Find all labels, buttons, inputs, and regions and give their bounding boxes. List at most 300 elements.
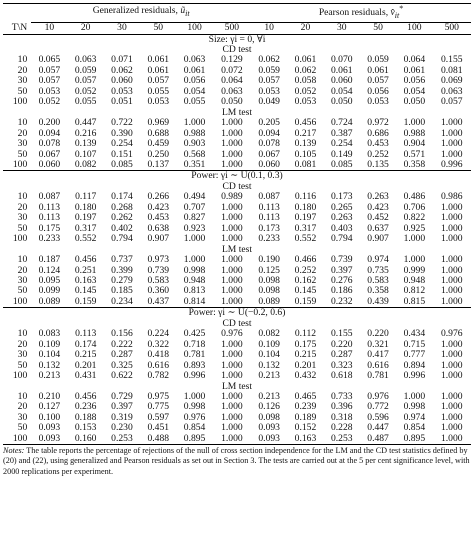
table-cell: 0.827 — [183, 212, 206, 224]
table-cell: 0.175 — [294, 338, 317, 350]
table-cell: 0.105 — [294, 148, 317, 160]
table-cell: 1.000 — [440, 233, 463, 245]
table-cell: 0.616 — [147, 359, 170, 371]
table-cell: 0.057 — [367, 75, 389, 87]
table-cell: 0.112 — [294, 328, 317, 340]
table-cell: 1.000 — [221, 338, 243, 350]
table-cell: 0.052 — [74, 85, 97, 97]
group-header-row — [3, 4, 471, 23]
table-cell: 0.998 — [403, 401, 426, 413]
table-cell: 0.733 — [330, 390, 353, 402]
table-cell: 1.000 — [440, 370, 463, 382]
table-cell: 0.583 — [147, 274, 170, 286]
notes-text: The table reports the percentage of rejections of the null of cross section independence for the LM and the CD test statistics defined by (20) and (22), using generalized and Pearson residuals as set out in Section 3. The tests are carried out at the 5 per cent significance level, with 2000 replications per experiment. — [3, 446, 470, 476]
table-cell: 0.230 — [111, 422, 133, 434]
column-header-2: 30 — [104, 22, 140, 34]
table-cell: 0.094 — [258, 127, 280, 139]
table-cell: 0.975 — [147, 390, 170, 402]
table-cell: 0.217 — [294, 127, 317, 139]
table-cell: 0.397 — [330, 264, 353, 276]
test-label: CD test — [222, 317, 252, 329]
row-label-t: 10 — [17, 117, 28, 129]
table-cell: 1.000 — [221, 359, 243, 371]
column-header-11: 500 — [433, 22, 471, 34]
table-cell: 1.000 — [403, 233, 426, 245]
table-cell: 0.325 — [111, 359, 133, 371]
row-label-t: 50 — [17, 285, 28, 297]
table-cell: 0.082 — [74, 158, 97, 170]
table-cell: 0.552 — [74, 233, 97, 245]
table-cell: 0.925 — [403, 222, 426, 234]
table-cell: 0.057 — [147, 75, 170, 87]
table-cell: 0.113 — [75, 328, 97, 340]
table-cell: 0.173 — [330, 191, 353, 203]
table-cell: 0.163 — [294, 432, 317, 444]
table-cell: 0.050 — [403, 96, 426, 108]
table-cell: 0.998 — [183, 401, 206, 413]
table-cell: 1.000 — [221, 148, 243, 160]
table-cell: 0.552 — [294, 233, 317, 245]
table-cell: 0.263 — [367, 191, 389, 203]
row-label-t: 20 — [17, 338, 28, 350]
table-cell: 0.729 — [111, 390, 133, 402]
table-cell: 0.061 — [147, 64, 170, 76]
table-cell: 0.453 — [147, 212, 170, 224]
table-cell: 0.988 — [183, 127, 206, 139]
table-cell: 0.724 — [330, 117, 353, 129]
table-cell: 0.156 — [111, 328, 133, 340]
table-cell: 0.722 — [111, 117, 133, 129]
table-cell: 0.063 — [183, 54, 206, 66]
table-row — [3, 371, 471, 381]
table-cell: 1.000 — [221, 401, 243, 413]
pearson-subscript: it — [394, 11, 400, 21]
table-cell: 0.459 — [147, 138, 170, 150]
table-cell: 0.893 — [183, 359, 206, 371]
table-cell: 0.895 — [403, 432, 426, 444]
table-cell: 0.113 — [38, 212, 60, 224]
row-label-t: 10 — [17, 191, 28, 203]
row-label-t: 100 — [12, 295, 28, 307]
table-cell: 0.319 — [111, 411, 133, 423]
row-label-t: 30 — [17, 349, 28, 361]
column-header-9: 50 — [360, 22, 396, 34]
table-cell: 0.139 — [74, 138, 97, 150]
section-title: Size: γi = 0, ∀i — [3, 34, 471, 45]
table-cell: 0.252 — [367, 148, 389, 160]
table-cell: 0.159 — [294, 295, 317, 307]
row-label-t: 100 — [12, 432, 28, 444]
table-cell: 0.456 — [74, 390, 97, 402]
table-cell: 0.057 — [38, 64, 61, 76]
table-cell: 0.234 — [111, 295, 133, 307]
pearson-label: Pearson residuals, — [318, 7, 391, 19]
row-label-t: 30 — [17, 138, 28, 150]
table-cell: 0.815 — [403, 295, 426, 307]
table-cell: 1.000 — [221, 158, 243, 170]
row-label-t: 20 — [17, 401, 28, 413]
table-cell: 0.058 — [294, 75, 317, 87]
test-label: CD test — [222, 44, 252, 55]
table-notes — [3, 444, 471, 477]
table-cell: 0.974 — [367, 254, 389, 266]
table-cell: 0.399 — [111, 264, 133, 276]
table-cell: 1.000 — [221, 254, 243, 266]
table-cell: 0.252 — [294, 264, 317, 276]
table-cell: 0.104 — [258, 349, 280, 361]
table-cell: 0.323 — [330, 359, 353, 371]
table-cell: 0.616 — [367, 359, 389, 371]
table-cell: 0.794 — [330, 233, 353, 245]
table-cell: 0.706 — [403, 201, 426, 213]
table-cell: 0.201 — [74, 359, 97, 371]
table-cell: 0.085 — [111, 158, 133, 170]
row-label-t: 100 — [12, 96, 28, 108]
notes-label: Notes: — [3, 446, 25, 456]
corner-label: T\N — [3, 22, 31, 34]
table-cell: 0.465 — [294, 390, 317, 402]
table-cell: 0.425 — [183, 328, 206, 340]
table-cell: 0.055 — [183, 96, 206, 108]
table-cell: 0.571 — [403, 148, 426, 160]
row-label-t: 20 — [17, 264, 28, 276]
table-cell: 0.070 — [330, 54, 353, 66]
table-cell: 0.814 — [183, 295, 206, 307]
table-cell: 0.151 — [111, 148, 133, 160]
table-cell: 0.266 — [147, 191, 170, 203]
table-cell: 0.434 — [403, 328, 426, 340]
table-cell: 0.250 — [147, 148, 170, 160]
table-cell: 0.321 — [367, 338, 389, 350]
table-cell: 0.059 — [258, 64, 280, 76]
table-cell: 0.190 — [258, 254, 280, 266]
table-cell: 0.423 — [367, 201, 389, 213]
table-cell: 0.071 — [111, 54, 133, 66]
table-cell: 0.279 — [111, 274, 133, 286]
table-cell: 1.000 — [221, 274, 243, 286]
table-cell: 0.116 — [294, 191, 317, 203]
table-cell: 0.155 — [440, 54, 463, 66]
table-cell: 0.173 — [258, 222, 280, 234]
table-cell: 0.228 — [330, 422, 353, 434]
table-cell: 0.397 — [111, 401, 133, 413]
table-cell: 0.061 — [367, 64, 389, 76]
table-cell: 0.452 — [367, 212, 389, 224]
table-cell: 0.069 — [440, 75, 463, 87]
table-cell: 0.163 — [74, 274, 97, 286]
row-label-t: 30 — [17, 411, 28, 423]
table-cell: 0.622 — [111, 370, 133, 382]
table-cell: 0.999 — [403, 264, 426, 276]
table-cell: 1.000 — [221, 117, 243, 129]
table-cell: 0.189 — [294, 411, 317, 423]
table-cell: 1.000 — [440, 148, 463, 160]
column-header-8: 30 — [324, 22, 360, 34]
table-cell: 0.739 — [330, 254, 353, 266]
table-cell: 0.127 — [38, 401, 61, 413]
table-cell: 0.254 — [330, 138, 353, 150]
table-cell: 0.059 — [74, 64, 97, 76]
table-cell: 0.201 — [294, 359, 317, 371]
table-cell: 0.125 — [258, 264, 280, 276]
table-cell: 0.197 — [74, 212, 97, 224]
table-row — [3, 139, 471, 149]
table-cell: 1.000 — [221, 411, 243, 423]
table-cell: 0.061 — [147, 54, 170, 66]
column-header-4: 100 — [176, 22, 212, 34]
table-cell: 0.098 — [258, 411, 280, 423]
row-label-t: 50 — [17, 85, 28, 97]
table-cell: 0.063 — [74, 54, 97, 66]
table-row — [3, 255, 471, 265]
table-cell: 0.894 — [403, 359, 426, 371]
table-cell: 1.000 — [440, 295, 463, 307]
table-cell: 0.253 — [330, 432, 353, 444]
table-cell: 0.996 — [440, 158, 463, 170]
table-cell: 0.063 — [440, 85, 463, 97]
table-cell: 0.087 — [258, 191, 280, 203]
table-cell: 0.062 — [294, 64, 317, 76]
table-cell: 0.907 — [367, 233, 389, 245]
table-cell: 1.000 — [440, 222, 463, 234]
table-cell: 0.159 — [74, 295, 97, 307]
table-cell: 0.358 — [403, 158, 426, 170]
row-label-t: 20 — [17, 201, 28, 213]
table-cell: 0.998 — [183, 264, 206, 276]
table-cell: 0.056 — [183, 75, 206, 87]
table-cell: 0.104 — [38, 349, 61, 361]
table-cell: 0.057 — [74, 75, 97, 87]
table-cell: 0.239 — [294, 401, 317, 413]
table-cell: 0.494 — [183, 191, 206, 203]
table-cell: 0.054 — [183, 85, 206, 97]
table-cell: 0.060 — [38, 158, 61, 170]
table-cell: 0.100 — [38, 411, 61, 423]
table-cell: 0.126 — [258, 401, 280, 413]
table-cell: 0.618 — [330, 370, 353, 382]
table-cell: 1.000 — [440, 411, 463, 423]
table-cell: 0.093 — [38, 422, 61, 434]
table-cell: 0.263 — [330, 212, 353, 224]
table-cell: 0.447 — [74, 117, 97, 129]
table-cell: 0.813 — [183, 285, 206, 297]
table-cell: 0.233 — [38, 233, 61, 245]
generalized-subscript: it — [185, 9, 190, 18]
table-cell: 0.688 — [147, 127, 170, 139]
table-cell: 0.050 — [330, 96, 353, 108]
table-cell: 0.137 — [147, 158, 170, 170]
table-cell: 0.822 — [403, 212, 426, 224]
table-cell: 1.000 — [221, 212, 243, 224]
table-cell: 0.095 — [38, 274, 61, 286]
table-cell: 0.093 — [258, 422, 280, 434]
table-cell: 0.781 — [183, 349, 206, 361]
table-cell: 0.174 — [111, 191, 133, 203]
table-cell: 0.596 — [367, 411, 389, 423]
table-cell: 0.057 — [258, 75, 280, 87]
table-cell: 0.986 — [440, 191, 463, 203]
table-cell: 1.000 — [221, 390, 243, 402]
table-cell: 0.739 — [147, 264, 170, 276]
table-cell: 0.152 — [294, 422, 317, 434]
table-cell: 0.456 — [294, 117, 317, 129]
table-cell: 0.358 — [367, 285, 389, 297]
table-cell: 0.403 — [330, 222, 353, 234]
table-cell: 0.057 — [440, 96, 463, 108]
column-header-0: 10 — [31, 22, 67, 34]
table-cell: 0.215 — [294, 349, 317, 361]
table-cell: 0.447 — [367, 422, 389, 434]
table-cell: 0.431 — [74, 370, 97, 382]
table-cell: 0.109 — [258, 338, 280, 350]
table-cell: 0.107 — [74, 148, 97, 160]
table-cell: 0.976 — [367, 390, 389, 402]
table-cell: 0.197 — [294, 212, 317, 224]
table-cell: 0.082 — [258, 328, 280, 340]
table-cell: 0.180 — [74, 201, 97, 213]
table-cell: 0.061 — [183, 64, 206, 76]
table-cell: 0.053 — [367, 96, 389, 108]
table-cell: 0.117 — [75, 191, 97, 203]
table-cell: 0.155 — [330, 328, 353, 340]
table-cell: 0.854 — [403, 422, 426, 434]
table-cell: 0.099 — [38, 285, 61, 297]
table-cell: 0.775 — [147, 401, 170, 413]
table-cell: 0.972 — [367, 117, 389, 129]
table-cell: 0.145 — [294, 285, 317, 297]
column-header-row — [3, 22, 471, 34]
table-cell: 1.000 — [183, 233, 206, 245]
table-cell: 0.976 — [183, 411, 206, 423]
table-cell: 0.402 — [111, 222, 133, 234]
table-cell: 1.000 — [221, 138, 243, 150]
row-label-t: 20 — [17, 127, 28, 139]
table-cell: 0.903 — [183, 138, 206, 150]
table-cell: 0.276 — [330, 274, 353, 286]
table-cell: 0.487 — [367, 432, 389, 444]
table-cell: 0.351 — [183, 158, 206, 170]
row-label-t: 30 — [17, 75, 28, 87]
row-label-t: 100 — [12, 158, 28, 170]
pearson-superscript: * — [399, 4, 404, 13]
pearson-symbol: v̂ — [390, 7, 395, 19]
table-cell: 0.053 — [294, 96, 317, 108]
row-label-t: 100 — [12, 233, 28, 245]
table-cell: 0.188 — [74, 411, 97, 423]
table-cell: 1.000 — [440, 254, 463, 266]
table-cell: 0.224 — [147, 328, 170, 340]
table-cell: 0.132 — [38, 359, 61, 371]
table-cell: 0.081 — [294, 158, 317, 170]
table-cell: 0.060 — [111, 75, 133, 87]
table-cell: 1.000 — [221, 285, 243, 297]
table-cell: 0.597 — [147, 411, 170, 423]
table-cell: 1.000 — [440, 138, 463, 150]
table-cell: 0.113 — [38, 201, 60, 213]
table-cell: 1.000 — [440, 127, 463, 139]
table-cell: 0.988 — [403, 127, 426, 139]
table-cell: 0.060 — [330, 75, 353, 87]
table-cell: 1.000 — [440, 359, 463, 371]
pearson-residuals-header — [251, 4, 471, 23]
table-cell: 1.000 — [221, 201, 243, 213]
table-cell: 0.061 — [403, 64, 426, 76]
table-cell: 0.318 — [330, 411, 353, 423]
table-cell: 0.317 — [294, 222, 317, 234]
table-cell: 1.000 — [221, 422, 243, 434]
table-cell: 0.052 — [38, 96, 61, 108]
table-cell: 0.057 — [38, 75, 61, 87]
row-label-t: 10 — [17, 54, 28, 66]
row-label-t: 50 — [17, 222, 28, 234]
table-cell: 0.175 — [38, 222, 61, 234]
table-cell: 0.215 — [74, 349, 97, 361]
table-cell: 0.067 — [258, 148, 280, 160]
table-cell: 0.053 — [38, 85, 61, 97]
table-cell: 0.232 — [330, 295, 353, 307]
table-cell: 0.387 — [330, 127, 353, 139]
table-cell: 1.000 — [440, 201, 463, 213]
table-cell: 0.081 — [440, 64, 463, 76]
table-cell: 0.050 — [221, 96, 243, 108]
table-cell: 1.000 — [440, 390, 463, 402]
table-cell: 0.129 — [221, 54, 243, 66]
table-cell: 1.000 — [221, 370, 243, 382]
table-cell: 0.053 — [258, 85, 280, 97]
table-cell: 1.000 — [440, 349, 463, 361]
table-cell: 0.854 — [183, 422, 206, 434]
table-cell: 1.000 — [221, 233, 243, 245]
row-label-t: 30 — [17, 212, 28, 224]
table-cell: 0.466 — [294, 254, 317, 266]
table-cell: 0.063 — [221, 85, 243, 97]
table-cell: 0.948 — [183, 274, 206, 286]
table-cell: 0.062 — [111, 64, 133, 76]
table-cell: 1.000 — [440, 338, 463, 350]
table-cell: 0.139 — [294, 138, 317, 150]
table-cell: 0.996 — [403, 370, 426, 382]
table-cell: 0.423 — [147, 201, 170, 213]
table-cell: 0.061 — [294, 54, 317, 66]
column-header-5: 500 — [213, 22, 251, 34]
test-label: LM test — [221, 106, 253, 118]
row-label-t: 30 — [17, 274, 28, 286]
table-cell: 1.000 — [221, 432, 243, 444]
table-cell: 0.052 — [294, 85, 317, 97]
table-cell: 1.000 — [440, 212, 463, 224]
table-row — [3, 434, 471, 444]
table-cell: 0.439 — [367, 295, 389, 307]
table-cell: 0.637 — [367, 222, 389, 234]
table-cell: 0.065 — [38, 54, 61, 66]
table-cell: 0.583 — [367, 274, 389, 286]
table-cell: 1.000 — [440, 264, 463, 276]
row-label-t: 50 — [17, 148, 28, 160]
table-cell: 0.053 — [147, 96, 170, 108]
table-cell: 1.000 — [440, 117, 463, 129]
table-cell: 0.976 — [440, 328, 463, 340]
table-cell: 1.000 — [403, 117, 426, 129]
table-cell: 0.213 — [258, 370, 280, 382]
table-cell: 0.390 — [111, 127, 133, 139]
row-label-t: 10 — [17, 328, 28, 340]
table-cell: 0.180 — [294, 201, 317, 213]
test-label: LM test — [221, 243, 253, 255]
table-cell: 1.000 — [440, 274, 463, 286]
table-cell: 0.262 — [111, 212, 133, 224]
section-title: Power: γi ∼ U(0.1, 0.3) — [3, 171, 471, 182]
table-cell: 0.220 — [367, 328, 389, 340]
